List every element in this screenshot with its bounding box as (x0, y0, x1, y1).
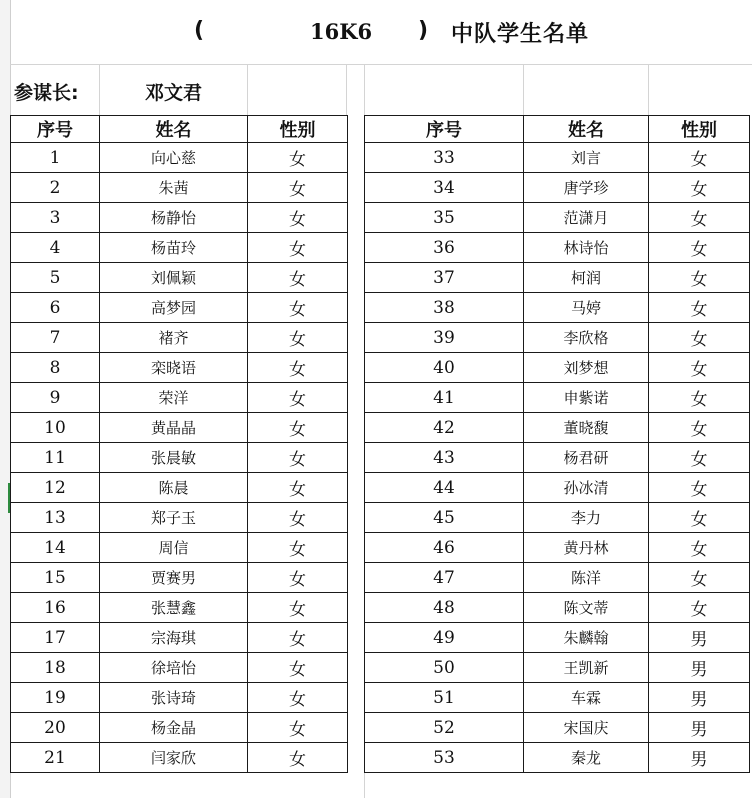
roster-table-left (10, 115, 348, 773)
title-open-paren: ( (194, 18, 205, 43)
student-name-cell[interactable]: 杨君研 (524, 443, 649, 473)
student-name-cell[interactable]: 刘言 (524, 143, 649, 173)
row-number-cell[interactable]: 16 (11, 593, 100, 623)
gender-cell[interactable]: 女 (649, 353, 750, 383)
gender-cell[interactable]: 女 (649, 533, 750, 563)
row-number-cell[interactable]: 50 (365, 653, 524, 683)
gender-cell[interactable]: 女 (248, 263, 348, 293)
gender-cell[interactable]: 女 (649, 563, 750, 593)
row-number-cell[interactable]: 2 (11, 173, 100, 203)
gender-cell[interactable]: 女 (248, 143, 348, 173)
gender-cell[interactable]: 女 (248, 503, 348, 533)
table-row (365, 593, 750, 623)
gender-cell[interactable]: 女 (248, 683, 348, 713)
gridline (247, 64, 248, 116)
student-name-cell[interactable]: 陈晨 (100, 473, 248, 503)
student-name-cell[interactable]: 杨静怡 (100, 203, 248, 233)
table-row (11, 563, 348, 593)
row-number-cell[interactable]: 34 (365, 173, 524, 203)
table-row (365, 233, 750, 263)
row-number-cell[interactable]: 9 (11, 383, 100, 413)
table-row (11, 203, 348, 233)
gender-cell[interactable]: 女 (649, 413, 750, 443)
table-row (11, 623, 348, 653)
student-name-cell[interactable]: 柯润 (524, 263, 649, 293)
student-name-cell[interactable]: 郑子玉 (100, 503, 248, 533)
row-number-cell[interactable]: 17 (11, 623, 100, 653)
table-row (365, 293, 750, 323)
student-name-cell[interactable]: 张晨敏 (100, 443, 248, 473)
gender-cell[interactable]: 女 (248, 203, 348, 233)
table-row (365, 503, 750, 533)
student-name-cell[interactable]: 王凯新 (524, 653, 649, 683)
student-name-cell[interactable]: 宋国庆 (524, 713, 649, 743)
table-row (11, 743, 348, 773)
gender-cell[interactable]: 女 (649, 323, 750, 353)
gender-cell[interactable]: 女 (248, 623, 348, 653)
gridline (523, 64, 524, 116)
table-row (11, 473, 348, 503)
student-name-cell[interactable]: 刘佩颖 (100, 263, 248, 293)
row-number-cell[interactable]: 36 (365, 233, 524, 263)
gridline (346, 64, 347, 116)
gender-cell[interactable]: 女 (248, 233, 348, 263)
student-name-cell[interactable]: 黄丹林 (524, 533, 649, 563)
table-row (365, 443, 750, 473)
leader-label: 参谋长: (14, 82, 79, 104)
gender-cell[interactable]: 女 (248, 413, 348, 443)
title-row[interactable] (10, 0, 752, 65)
title-close-paren: ) (418, 18, 429, 43)
student-name-cell[interactable]: 贾赛男 (100, 563, 248, 593)
gridline (99, 64, 100, 116)
gender-cell[interactable]: 女 (248, 293, 348, 323)
row-number-cell[interactable]: 6 (11, 293, 100, 323)
row-number-cell[interactable]: 38 (365, 293, 524, 323)
row-number-cell[interactable]: 15 (11, 563, 100, 593)
gender-cell[interactable]: 男 (649, 623, 750, 653)
student-name-cell[interactable]: 朱麟翰 (524, 623, 649, 653)
row-number-cell[interactable]: 21 (11, 743, 100, 773)
student-name-cell[interactable]: 范潇月 (524, 203, 649, 233)
row-number-cell[interactable]: 20 (11, 713, 100, 743)
gender-cell[interactable]: 女 (248, 173, 348, 203)
row-number-cell[interactable]: 5 (11, 263, 100, 293)
table-row (365, 743, 750, 773)
student-name-cell[interactable]: 李力 (524, 503, 649, 533)
table-row (365, 353, 750, 383)
gender-cell[interactable]: 女 (649, 143, 750, 173)
gender-cell[interactable]: 男 (649, 653, 750, 683)
gender-cell[interactable]: 女 (248, 323, 348, 353)
student-name-cell[interactable]: 闫家欣 (100, 743, 248, 773)
gender-cell[interactable]: 女 (248, 743, 348, 773)
header-row (365, 116, 750, 143)
student-name-cell[interactable]: 陈洋 (524, 563, 649, 593)
row-number-cell[interactable]: 47 (365, 563, 524, 593)
student-name-cell[interactable]: 张诗琦 (100, 683, 248, 713)
gender-cell[interactable]: 女 (248, 593, 348, 623)
table-row (11, 443, 348, 473)
row-number-cell[interactable]: 18 (11, 653, 100, 683)
table-row (11, 143, 348, 173)
table-row (11, 653, 348, 683)
gender-cell[interactable]: 女 (649, 593, 750, 623)
student-name-cell[interactable]: 申紫诺 (524, 383, 649, 413)
table-row (11, 383, 348, 413)
student-name-cell[interactable]: 林诗怡 (524, 233, 649, 263)
gender-cell[interactable]: 女 (649, 443, 750, 473)
row-number-cell[interactable]: 40 (365, 353, 524, 383)
header-gender[interactable]: 性别 (649, 116, 750, 143)
table-row (365, 323, 750, 353)
student-name-cell[interactable]: 褚齐 (100, 323, 248, 353)
table-row (365, 143, 750, 173)
table-row (11, 233, 348, 263)
row-number-cell[interactable]: 41 (365, 383, 524, 413)
header-name[interactable]: 姓名 (524, 116, 649, 143)
gender-cell[interactable]: 女 (248, 383, 348, 413)
header-row (11, 116, 348, 143)
table-row (11, 293, 348, 323)
gender-cell[interactable]: 男 (649, 713, 750, 743)
gender-cell[interactable]: 女 (649, 203, 750, 233)
row-number-cell[interactable]: 19 (11, 683, 100, 713)
header-gender[interactable]: 性别 (248, 116, 348, 143)
table-row (11, 533, 348, 563)
gender-cell[interactable]: 女 (248, 353, 348, 383)
student-name-cell[interactable]: 栾晓语 (100, 353, 248, 383)
student-name-cell[interactable]: 孙冰清 (524, 473, 649, 503)
student-name-cell[interactable]: 张慧鑫 (100, 593, 248, 623)
row-number-cell[interactable]: 39 (365, 323, 524, 353)
row-number-cell[interactable]: 53 (365, 743, 524, 773)
row-number-cell[interactable]: 33 (365, 143, 524, 173)
gender-cell[interactable]: 女 (248, 473, 348, 503)
gender-cell[interactable]: 女 (649, 233, 750, 263)
student-name-cell[interactable]: 朱茜 (100, 173, 248, 203)
student-name-cell[interactable]: 唐学珍 (524, 173, 649, 203)
student-name-cell[interactable]: 刘梦想 (524, 353, 649, 383)
gender-cell[interactable]: 女 (248, 443, 348, 473)
student-name-cell[interactable]: 宗海琪 (100, 623, 248, 653)
table-row (11, 683, 348, 713)
student-name-cell[interactable]: 周信 (100, 533, 248, 563)
table-row (365, 683, 750, 713)
student-name-cell[interactable]: 秦龙 (524, 743, 649, 773)
table-row (11, 353, 348, 383)
student-name-cell[interactable]: 车霖 (524, 683, 649, 713)
gender-cell[interactable]: 女 (649, 473, 750, 503)
gender-cell[interactable]: 女 (248, 653, 348, 683)
row-number-cell[interactable]: 51 (365, 683, 524, 713)
row-number-cell[interactable]: 1 (11, 143, 100, 173)
row-number-cell[interactable]: 10 (11, 413, 100, 443)
row-number-cell[interactable]: 14 (11, 533, 100, 563)
table-row (11, 593, 348, 623)
row-number-cell[interactable]: 3 (11, 203, 100, 233)
row-number-cell[interactable]: 46 (365, 533, 524, 563)
student-name-cell[interactable]: 李欣格 (524, 323, 649, 353)
header-num[interactable]: 序号 (11, 116, 100, 143)
row-number-cell[interactable]: 35 (365, 203, 524, 233)
student-name-cell[interactable]: 高梦园 (100, 293, 248, 323)
row-number-cell[interactable]: 7 (11, 323, 100, 353)
student-name-cell[interactable]: 荣洋 (100, 383, 248, 413)
gender-cell[interactable]: 女 (649, 503, 750, 533)
table-row (365, 473, 750, 503)
row-number-cell[interactable]: 12 (11, 473, 100, 503)
table-row (11, 413, 348, 443)
gridline (648, 64, 649, 116)
roster-table-right (364, 115, 750, 773)
student-name-cell[interactable]: 马婷 (524, 293, 649, 323)
table-row (365, 383, 750, 413)
row-number-cell[interactable]: 43 (365, 443, 524, 473)
row-number-cell[interactable]: 42 (365, 413, 524, 443)
gender-cell[interactable]: 女 (649, 263, 750, 293)
student-name-cell[interactable]: 黄晶晶 (100, 413, 248, 443)
table-row (11, 323, 348, 353)
header-num[interactable]: 序号 (365, 116, 524, 143)
row-number-cell[interactable]: 48 (365, 593, 524, 623)
gender-cell[interactable]: 男 (649, 683, 750, 713)
table-row (365, 713, 750, 743)
table-row (365, 413, 750, 443)
row-number-cell[interactable]: 37 (365, 263, 524, 293)
table-row (365, 173, 750, 203)
table-row (365, 653, 750, 683)
row-number-cell[interactable]: 44 (365, 473, 524, 503)
table-row (365, 533, 750, 563)
gender-cell[interactable]: 女 (248, 533, 348, 563)
table-row (11, 503, 348, 533)
student-name-cell[interactable]: 陈文蒂 (524, 593, 649, 623)
student-name-cell[interactable]: 向心慈 (100, 143, 248, 173)
row-number-cell[interactable]: 45 (365, 503, 524, 533)
gender-cell[interactable]: 女 (248, 563, 348, 593)
table-row (365, 203, 750, 233)
row-number-cell[interactable]: 13 (11, 503, 100, 533)
student-name-cell[interactable]: 杨苗玲 (100, 233, 248, 263)
gender-cell[interactable]: 女 (649, 173, 750, 203)
page-title: 中队学生名单 (451, 22, 590, 47)
gender-cell[interactable]: 女 (649, 383, 750, 413)
leader-name[interactable]: 邓文君 (145, 82, 203, 104)
student-name-cell[interactable]: 杨金晶 (100, 713, 248, 743)
row-number-cell[interactable]: 52 (365, 713, 524, 743)
gender-cell[interactable]: 男 (649, 743, 750, 773)
row-number-cell[interactable]: 11 (11, 443, 100, 473)
table-row (11, 263, 348, 293)
table-row (365, 563, 750, 593)
squadron-code: 16K6 (310, 19, 373, 44)
gender-cell[interactable]: 女 (649, 293, 750, 323)
table-row (365, 263, 750, 293)
student-name-cell[interactable]: 徐培怡 (100, 653, 248, 683)
header-name[interactable]: 姓名 (100, 116, 248, 143)
row-number-cell[interactable]: 8 (11, 353, 100, 383)
row-number-cell[interactable]: 49 (365, 623, 524, 653)
table-row (365, 623, 750, 653)
student-name-cell[interactable]: 董晓馥 (524, 413, 649, 443)
table-row (11, 173, 348, 203)
gender-cell[interactable]: 女 (248, 713, 348, 743)
row-number-cell[interactable]: 4 (11, 233, 100, 263)
table-row (11, 713, 348, 743)
